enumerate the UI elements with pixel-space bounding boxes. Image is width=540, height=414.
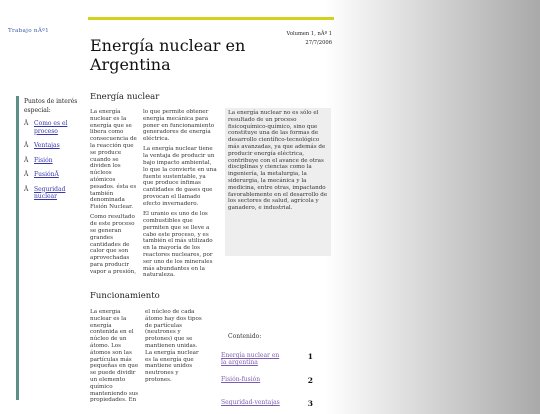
- sidebar-item: [24, 120, 86, 135]
- bullet-glyph: Â: [24, 171, 29, 178]
- bullet-glyph: Â: [24, 185, 29, 193]
- volume-label: Volumen 1, nÂº 1: [286, 31, 332, 37]
- contents-page-number: 3: [307, 399, 313, 408]
- paragraph: La energía nuclear es la energía contenida en el núcleo de un átomo. Los átomos son las partículas más pequeñas en que se puede dividir un elemento químico manteniendo sus propiedades. En: [90, 309, 139, 404]
- sidebar-link-ventajas[interactable]: Ventajas: [34, 142, 60, 149]
- paragraph: lo que permite obtener energía mecánica para poner en funcionamiento generadores de energía eléctrica.: [143, 109, 215, 143]
- paragraph: Como resultado de este proceso se generan grandes cantidades de calor que son aprovechadas para producir vapor a presión,: [90, 214, 136, 275]
- sidebar-item: [24, 157, 86, 165]
- sidebar-link-list: [24, 120, 86, 208]
- contents-page-number: 1: [307, 352, 313, 361]
- paragraph: La energía nuclear tiene la ventaja de producir un bajo impacto ambiental, lo que la convierte en una fuente sustentable, ya que produce ínfimas cantidades de gases que provocan el llamado efecto invernadero.: [143, 146, 217, 207]
- article-column-5: [145, 309, 205, 387]
- section-heading-energia-nuclear: Energía nuclear: [90, 92, 160, 102]
- paragraph: el núcleo de cada átomo hay dos tipos de partículas (neutrones y protones) que se mantienen unidas. La energía nuclear es la energía que mantiene unidos neutrones y protones.: [145, 309, 202, 383]
- article-column-2: [143, 109, 217, 283]
- paragraph: La energía nuclear no es sólo el resultado de un proceso fisicoquímico-químico, sino que constituye una de las formas de desarrollo científico-tecnológico más avanzadas, ya que además de producir energía eléctrica, contribuye con el avance de otras disciplinas y ciencias como la ingeniería, la metalurgia, la siderurgia, la mecánica y la medicina, entre otras, impactando favorablemente en el desarrollo de los sectores de salud, agrícola y ganadero, e industrial.: [228, 110, 328, 212]
- sidebar-link-fusion[interactable]: FusiónÂ: [34, 171, 59, 178]
- contents-item: [221, 399, 313, 408]
- section-heading-funcionamiento: Funcionamiento: [90, 291, 160, 301]
- contents-title: Contenido:: [228, 333, 262, 340]
- page-title: Energía nuclear en Argentina: [90, 36, 246, 74]
- sidebar-heading: Puntos de interés especial:: [24, 98, 78, 114]
- bullet-glyph: Â: [24, 120, 29, 127]
- sidebar-item: [24, 142, 86, 150]
- contents-item: [221, 376, 313, 385]
- paragraph: La energía nuclear es la energía que se libera como consecuencia de la reacción que se produce cuando se dividen los núcleos atómicos pesados. ésta es también denominada Fisión Nuclear.: [90, 109, 137, 211]
- issue-date: 27/7/2006: [305, 40, 332, 46]
- contents-item: [221, 352, 313, 366]
- bullet-glyph: Â: [24, 142, 29, 149]
- contents-link[interactable]: Fisión-fusión: [221, 376, 261, 383]
- article-column-4: [90, 309, 140, 405]
- sidebar-link-seguridad[interactable]: Seguridad nuclear: [34, 185, 66, 200]
- bullet-glyph: Â: [24, 156, 29, 164]
- contents-page-number: 2: [307, 376, 313, 385]
- sidebar-item: [24, 171, 86, 179]
- contents-link[interactable]: Seguridad-ventajas: [221, 399, 280, 406]
- sidebar-link-proceso[interactable]: Como es el proceso: [34, 120, 68, 135]
- article-column-1: [90, 109, 138, 279]
- sidebar-item: [24, 186, 86, 201]
- newsletter-label: Trabajo nÂº1: [8, 28, 49, 34]
- contents-link[interactable]: Energía nuclear en la argentina: [221, 352, 280, 366]
- sidebar-link-fision[interactable]: Fisión: [34, 156, 53, 164]
- article-column-3: [228, 110, 328, 215]
- sidebar-accent-bar: [16, 96, 19, 400]
- paragraph: El uranio es uno de los combustibles que permiten que se lleve a cabo este proceso, y es también el más utilizado en la mayoría de los reactores nucleares, por ser uno de los minerales más abundantes en la naturaleza.: [143, 211, 213, 279]
- header-accent-bar: [88, 17, 334, 20]
